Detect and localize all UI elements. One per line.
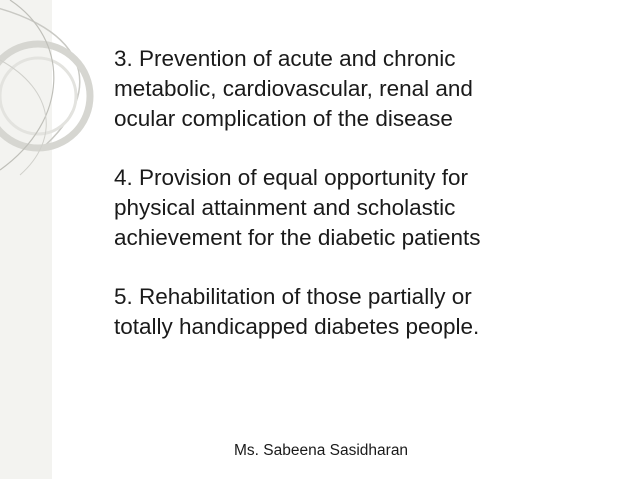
bullet-content [114,44,614,371]
point-3 [114,44,614,134]
point-line: 3. Prevention of acute and chronic [114,46,456,71]
point-line: achievement for the diabetic patients [114,225,481,250]
point-line: totally handicapped diabetes people. [114,314,480,339]
point-line: physical attainment and scholastic [114,195,456,220]
decorative-curves [0,0,120,479]
point-line: 4. Provision of equal opportunity for [114,165,468,190]
point-line: ocular complication of the disease [114,106,453,131]
point-5 [114,282,614,342]
footer-author: Ms. Sabeena Sasidharan [234,442,409,459]
point-4 [114,163,614,253]
point-line: 5. Rehabilitation of those partially or [114,284,472,309]
point-line: metabolic, cardiovascular, renal and [114,76,473,101]
